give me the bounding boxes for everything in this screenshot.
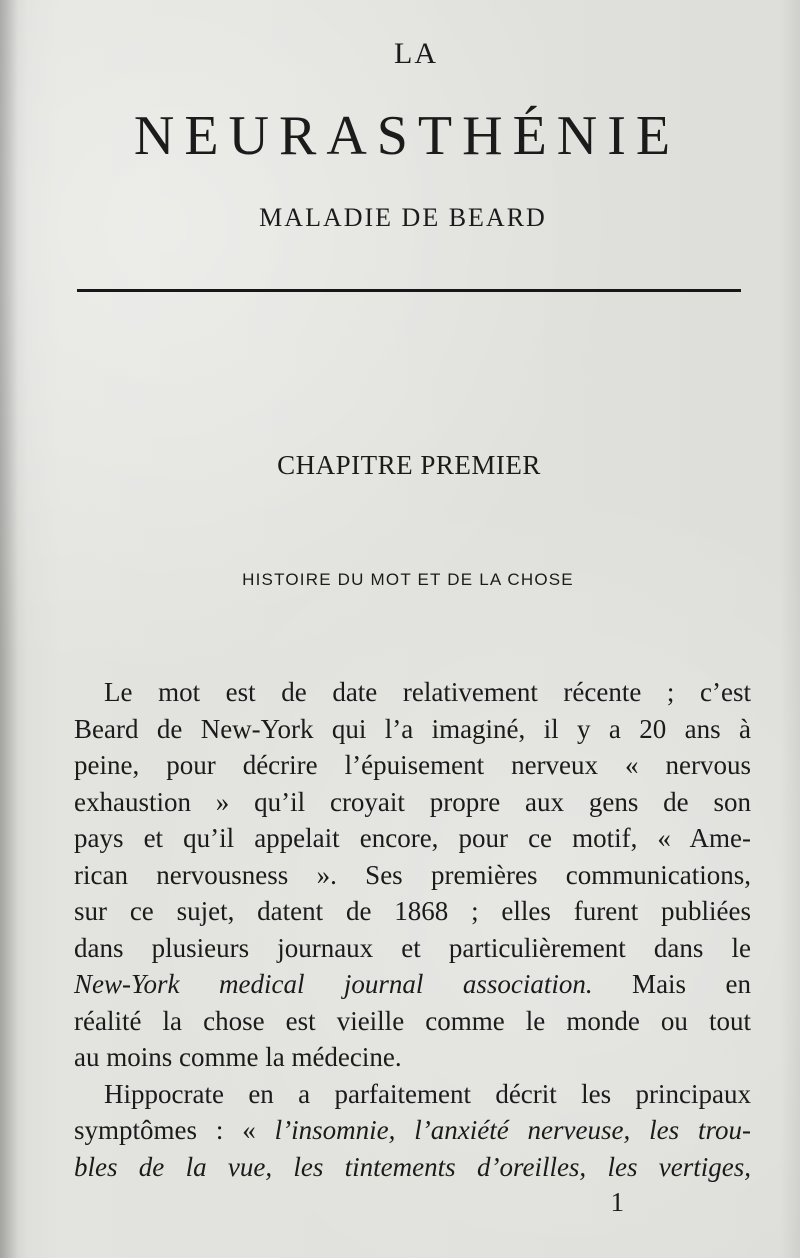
body-line-continuation: Mais en	[592, 969, 751, 999]
body-line: Le mot est de date relativement récente ; c’est	[104, 677, 751, 707]
body-text	[74, 674, 751, 1185]
chapter-title: CHAPITRE PREMIER	[277, 450, 541, 480]
section-title: HISTOIRE DU MOT ET DE LA CHOSE	[242, 570, 574, 589]
body-line: sur ce sujet, datent de 1868 ; elles furent publiées	[74, 896, 751, 926]
body-line: exhaustion » qu’il croyait propre aux gens de son	[74, 786, 751, 817]
page-number: 1	[610, 1187, 624, 1217]
body-line: peine, pour décrire l’épuisement nerveux « nervous	[74, 750, 751, 780]
body-line: réalité la chose est vieille comme le monde ou tout	[74, 1005, 751, 1036]
body-line: Beard de New-York qui l’a imaginé, il y a 20 ans à	[74, 713, 751, 744]
body-line-reference	[74, 966, 751, 1003]
header-lead: LA	[394, 37, 438, 70]
quoted-symptoms: l’insomnie, l’anxiété nerveuse, les trou-	[274, 1115, 751, 1145]
body-line: dans plusieurs journaux et particulièrement dans le	[74, 932, 751, 963]
body-line: Hippocrate en a parfaitement décrit les principaux	[104, 1078, 751, 1109]
page-edge-shadow	[0, 0, 18, 1258]
body-line-quote	[74, 1112, 751, 1149]
page-subtitle: MALADIE DE BEARD	[259, 203, 547, 232]
body-line-italic: bles de la vue, les tintements d’oreilles, les vertiges,	[74, 1151, 751, 1182]
body-line: au moins comme la médecine.	[74, 1042, 402, 1072]
page-title: NEURASTHÉNIE	[133, 105, 681, 167]
body-line: pays et qu’il appelait encore, pour ce motif, « Ame-	[74, 823, 751, 853]
journal-title: New-York medical journal association.	[74, 969, 593, 999]
header-rule	[77, 289, 741, 292]
body-line: rican nervousness ». Ses premières communications,	[74, 859, 751, 890]
body-line-prefix: symptômes : «	[74, 1115, 275, 1145]
